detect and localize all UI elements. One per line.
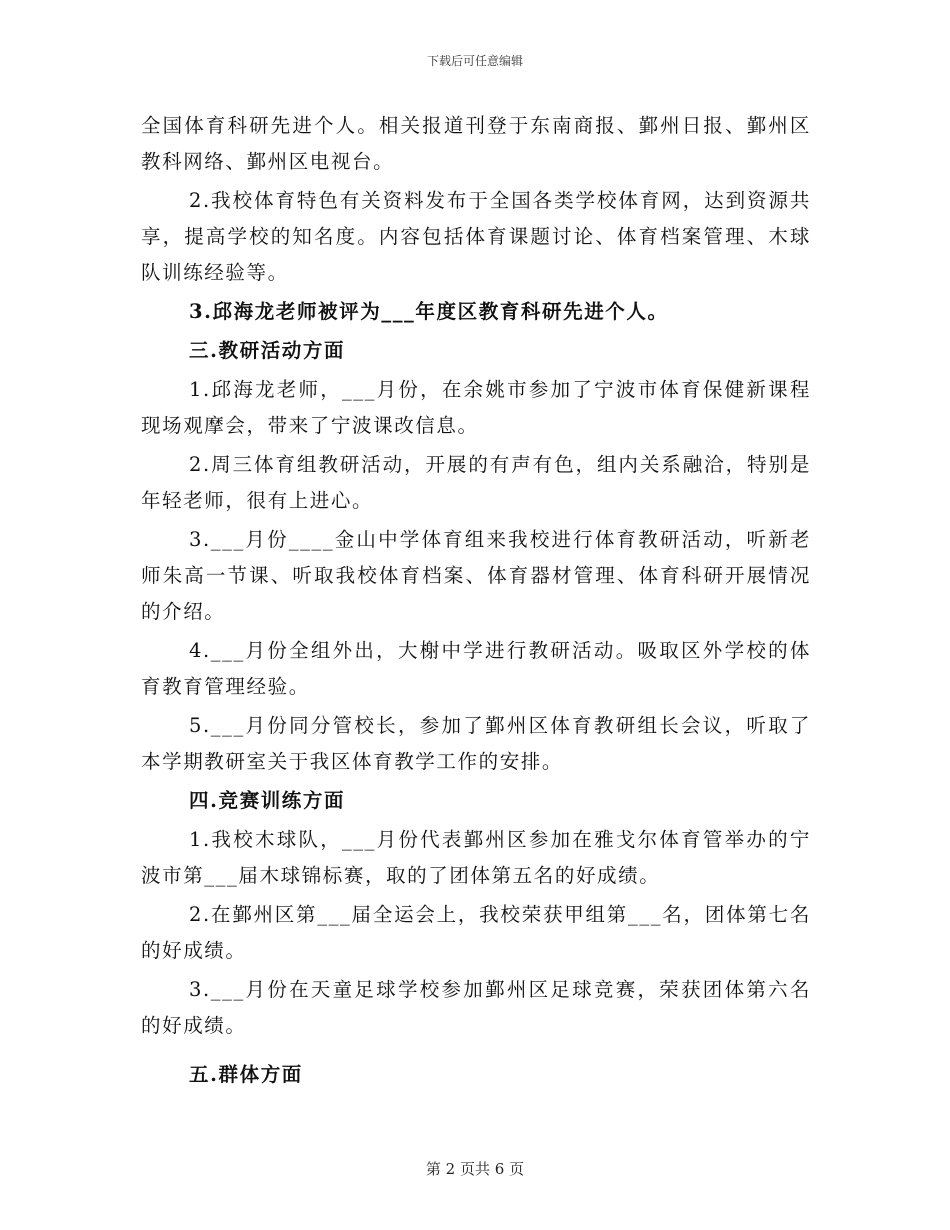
paragraph-continued: 全国体育科研先进个人。相关报道刊登于东南商报、鄞州日报、鄞州区教科网络、鄞州区电视台。 [141,114,811,173]
page-header: 下载后可任意编辑 [426,54,523,68]
document-body [141,108,811,1093]
paragraph-item: 1.邱海龙老师，___月份，在余姚市参加了宁波市体育保健新课程现场观摩会，带来了宁波课改信息。 [141,378,811,437]
paragraph-item: 1.我校木球队，___月份代表鄞州区参加在雅戈尔体育管举办的宁波市第___届木球锦标赛，取的了团体第五名的好成绩。 [141,828,811,887]
paragraph-item: 2.在鄞州区第___届全运会上，我校荣获甲组第___名，团体第七名的好成绩。 [141,903,811,962]
paragraph-item: 5.___月份同分管校长，参加了鄞州区体育教研组长会议，听取了本学期教研室关于我区体育教学工作的安排。 [141,714,811,773]
paragraph-item-bold: 3.邱海龙老师被评为___年度区教育科研先进个人。 [189,300,669,323]
section-heading: 三.教研活动方面 [189,339,346,362]
paragraph-item: 4.___月份全组外出，大榭中学进行教研活动。吸取区外学校的体育教育管理经验。 [141,639,811,698]
paragraph-item: 3.___月份____金山中学体育组来我校进行体育教研活动，听新老师朱高一节课、听取我校体育档案、体育器材管理、体育科研开展情况的介绍。 [141,528,811,623]
paragraph-item: 2.我校体育特色有关资料发布于全国各类学校体育网，达到资源共享，提高学校的知名度。内容包括体育课题讨论、体育档案管理、木球队训练经验等。 [141,189,811,284]
paragraph-item: 3.___月份在天童足球学校参加鄞州区足球竞赛，荣获团体第六名的好成绩。 [141,978,811,1037]
section-heading: 四.竞赛训练方面 [189,789,346,812]
section-heading: 五.群体方面 [189,1063,303,1086]
page-number: 第 2 页共 6 页 [425,1160,525,1178]
paragraph-item: 2.周三体育组教研活动，开展的有声有色，组内关系融洽，特别是年轻老师，很有上进心。 [141,453,811,512]
